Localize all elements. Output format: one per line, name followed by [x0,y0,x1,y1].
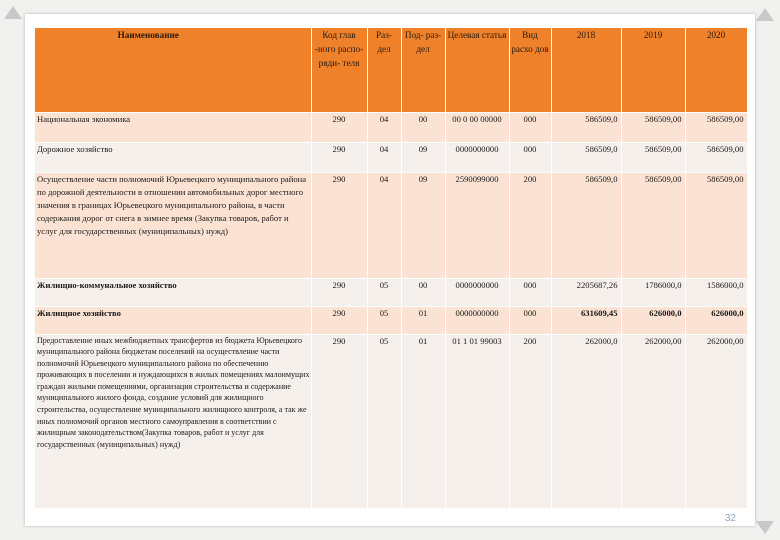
row-subsection: 00 [401,112,445,142]
table-row [35,142,747,172]
row-2020: 586509,00 [685,172,747,278]
table-row [35,112,747,142]
row-2020: 1586000,0 [685,278,747,306]
row-2019: 586509,00 [621,112,685,142]
row-section: 05 [367,306,401,334]
row-2018: 631609,45 [551,306,621,334]
row-2018: 586509,0 [551,142,621,172]
row-2019: 586509,00 [621,172,685,278]
row-subsection: 01 [401,334,445,508]
row-target: 01 1 01 99003 [445,334,509,508]
row-name: Осуществление части полномочий Юрьевецкого муниципального района по дорожной деятельности в отношении автомобильных дорог местного значения в границах Юрьевецкого муниципального района, в части содержания дорог от снега в зимнее время (Закупка товаров, работ и услуг для государственных (муниципальных) нужд) [35,172,311,278]
row-target: 0000000000 [445,142,509,172]
header-expense-type: Вид расхо дов [509,28,551,112]
row-2018: 262000,0 [551,334,621,508]
row-target: 0000000000 [445,306,509,334]
row-2019: 1786000,0 [621,278,685,306]
row-2020: 626000,0 [685,306,747,334]
table-row [35,306,747,334]
row-ministry: 290 [311,334,367,508]
row-subsection: 01 [401,306,445,334]
row-2020: 262000,00 [685,334,747,508]
row-ministry: 290 [311,172,367,278]
row-ministry: 290 [311,112,367,142]
row-name: Дорожное хозяйство [35,142,311,172]
row-2019: 262000,00 [621,334,685,508]
header-year-2019: 2019 [621,28,685,112]
row-expense-type: 000 [509,278,551,306]
row-2019: 626000,0 [621,306,685,334]
header-ministry-code: Код глав -ного распо- ряди- теля [311,28,367,112]
row-name: Жилищно-коммунальное хозяйство [35,278,311,306]
row-ministry: 290 [311,306,367,334]
page-number: 32 [724,513,736,524]
row-section: 05 [367,334,401,508]
row-name: Предоставление иных межбюджетных трансфертов из бюджета Юрьевецкого муниципального района бюджетам поселений на осуществление части полномочий Юрьевецкого муниципального района по обеспечению проживающих в поселении и нуждающихся в жилых помещениях малоимущих граждан жилыми помещениями, организация строительства и содержание муниципального жилого фонда, создание условий для жилищного строительства, осуществление муниципального жилищного контроля, а так же иных полномочий органов местного самоуправления в соответствии с жилищным законодательством(Закупка товаров, работ и услуг для государственных (муниципальных) нужд) [35,334,311,508]
row-target: 2590099000 [445,172,509,278]
table-row [35,334,747,508]
row-2018: 2205687,26 [551,278,621,306]
corner-decoration-top-right [756,8,774,21]
corner-decoration-bottom-right [756,521,774,534]
header-subsection: Под- раз-дел [401,28,445,112]
row-expense-type: 000 [509,112,551,142]
row-2018: 586509,0 [551,112,621,142]
row-2020: 586509,00 [685,142,747,172]
row-expense-type: 200 [509,334,551,508]
header-year-2020: 2020 [685,28,747,112]
row-section: 04 [367,172,401,278]
header-target-article: Целевая статья [445,28,509,112]
row-expense-type: 000 [509,306,551,334]
row-target: 0000000000 [445,278,509,306]
row-section: 04 [367,112,401,142]
row-2018: 586509,0 [551,172,621,278]
row-name: Жилищное хозяйство [35,306,311,334]
row-ministry: 290 [311,278,367,306]
row-target: 00 0 00 00000 [445,112,509,142]
budget-table [35,28,748,508]
table-header-row [35,28,747,112]
header-section: Раз- дел [367,28,401,112]
corner-decoration-top-left [4,6,22,19]
row-section: 04 [367,142,401,172]
header-year-2018: 2018 [551,28,621,112]
row-section: 05 [367,278,401,306]
row-subsection: 09 [401,142,445,172]
header-name: Наименование [35,28,311,112]
row-subsection: 09 [401,172,445,278]
table-row [35,172,747,278]
table-row [35,278,747,306]
row-ministry: 290 [311,142,367,172]
row-expense-type: 000 [509,142,551,172]
row-2020: 586509,00 [685,112,747,142]
row-expense-type: 200 [509,172,551,278]
row-2019: 586509,00 [621,142,685,172]
row-name: Национальная экономика [35,112,311,142]
row-subsection: 00 [401,278,445,306]
